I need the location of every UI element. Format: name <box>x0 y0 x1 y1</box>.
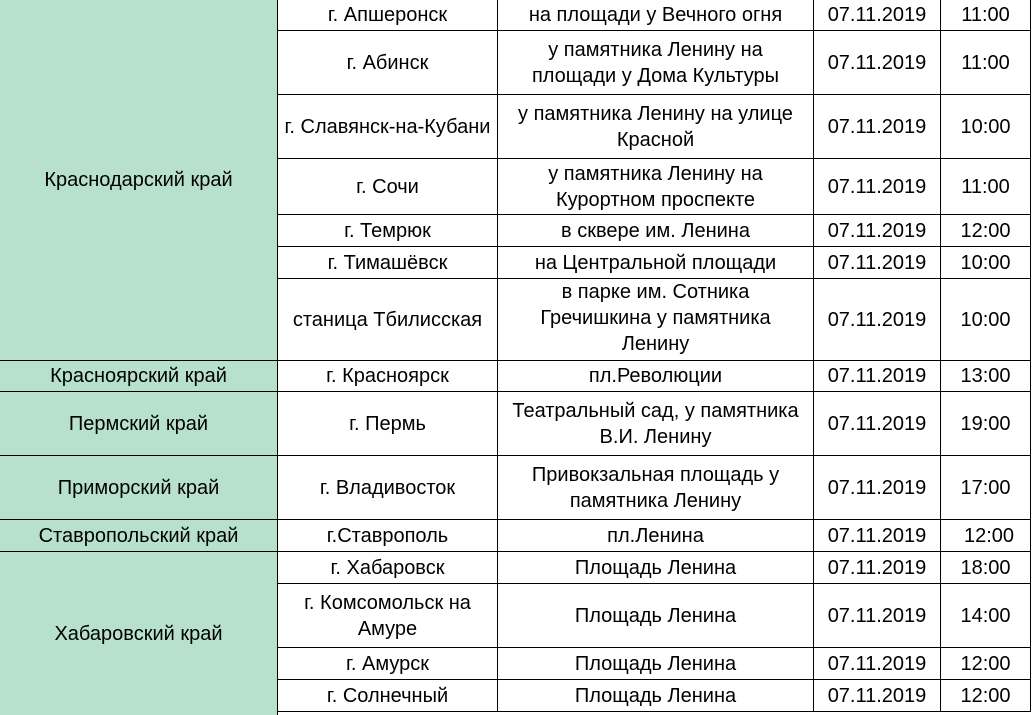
date-cell[interactable]: 07.11.2019 <box>814 456 941 520</box>
time-cell[interactable]: 10:00 <box>941 247 1031 279</box>
date-cell[interactable]: 07.11.2019 <box>814 648 941 680</box>
city-cell[interactable]: г. Славянск-на-Кубани <box>278 95 498 159</box>
time-cell[interactable]: 10:00 <box>941 95 1031 159</box>
city-cell[interactable]: г.Ставрополь <box>278 520 498 552</box>
date-cell[interactable]: 07.11.2019 <box>814 0 941 31</box>
time-cell[interactable]: 13:00 <box>941 361 1031 392</box>
time-cell[interactable]: 19:00 <box>941 392 1031 456</box>
place-cell[interactable]: на Центральной площади <box>498 247 814 279</box>
date-cell[interactable]: 07.11.2019 <box>814 552 941 584</box>
date-cell[interactable]: 07.11.2019 <box>814 361 941 392</box>
place-cell[interactable]: Площадь Ленина <box>498 552 814 584</box>
date-cell[interactable]: 07.11.2019 <box>814 95 941 159</box>
time-cell[interactable]: 12:00 <box>941 680 1031 712</box>
date-cell[interactable]: 07.11.2019 <box>814 392 941 456</box>
time-cell[interactable]: 11:00 <box>941 159 1031 215</box>
time-cell[interactable]: 12:00 <box>941 215 1031 247</box>
place-cell[interactable]: пл.Революции <box>498 361 814 392</box>
city-cell[interactable]: г. Солнечный <box>278 680 498 712</box>
time-cell[interactable]: 10:00 <box>941 279 1031 361</box>
place-cell[interactable]: на площади у Вечного огня <box>498 0 814 31</box>
city-cell[interactable]: г. Апшеронск <box>278 0 498 31</box>
time-cell[interactable]: 12:00 <box>941 520 1031 552</box>
time-cell[interactable]: 11:00 <box>941 0 1031 31</box>
date-cell[interactable]: 07.11.2019 <box>814 159 941 215</box>
city-cell[interactable]: г. Амурск <box>278 648 498 680</box>
time-cell[interactable]: 11:00 <box>941 31 1031 95</box>
place-cell[interactable]: у памятника Ленину на улице Красной <box>498 95 814 159</box>
place-cell[interactable]: Площадь Ленина <box>498 648 814 680</box>
city-cell[interactable]: г. Комсомольск на Амуре <box>278 584 498 648</box>
city-cell[interactable]: г. Сочи <box>278 159 498 215</box>
time-cell[interactable]: 12:00 <box>941 648 1031 680</box>
place-cell[interactable]: Площадь Ленина <box>498 584 814 648</box>
place-cell[interactable]: у памятника Ленину на площади у Дома Культуры <box>498 31 814 95</box>
city-cell[interactable]: г. Абинск <box>278 31 498 95</box>
city-cell[interactable]: станица Тбилисская <box>278 279 498 361</box>
region-cell[interactable]: Хабаровский край <box>0 552 278 715</box>
region-cell[interactable]: Красноярский край <box>0 361 278 392</box>
date-cell[interactable]: 07.11.2019 <box>814 247 941 279</box>
time-cell[interactable]: 18:00 <box>941 552 1031 584</box>
city-cell[interactable]: г. Тимашёвск <box>278 247 498 279</box>
date-cell[interactable]: 07.11.2019 <box>814 215 941 247</box>
place-cell[interactable]: пл.Ленина <box>498 520 814 552</box>
date-cell[interactable]: 07.11.2019 <box>814 680 941 712</box>
place-cell[interactable]: у памятника Ленину на Курортном проспекте <box>498 159 814 215</box>
city-cell[interactable]: г. Владивосток <box>278 456 498 520</box>
date-cell[interactable]: 07.11.2019 <box>814 31 941 95</box>
place-cell[interactable]: в сквере им. Ленина <box>498 215 814 247</box>
city-cell[interactable]: г. Хабаровск <box>278 552 498 584</box>
date-cell[interactable]: 07.11.2019 <box>814 584 941 648</box>
place-cell[interactable]: Привокзальная площадь у памятника Ленину <box>498 456 814 520</box>
place-cell[interactable]: Театральный сад, у памятника В.И. Ленину <box>498 392 814 456</box>
city-cell[interactable]: г. Красноярск <box>278 361 498 392</box>
city-cell[interactable]: г. Пермь <box>278 392 498 456</box>
region-cell[interactable]: Пермский край <box>0 392 278 456</box>
time-cell[interactable]: 17:00 <box>941 456 1031 520</box>
place-cell[interactable]: в парке им. Сотника Гречишкина у памятника Ленину <box>498 279 814 361</box>
region-cell[interactable]: Ставропольский край <box>0 520 278 552</box>
region-cell[interactable]: Приморский край <box>0 456 278 520</box>
region-cell[interactable]: Краснодарский край <box>0 0 278 361</box>
date-cell[interactable]: 07.11.2019 <box>814 279 941 361</box>
date-cell[interactable]: 07.11.2019 <box>814 520 941 552</box>
place-cell[interactable]: Площадь Ленина <box>498 680 814 712</box>
city-cell[interactable]: г. Темрюк <box>278 215 498 247</box>
time-cell[interactable]: 14:00 <box>941 584 1031 648</box>
